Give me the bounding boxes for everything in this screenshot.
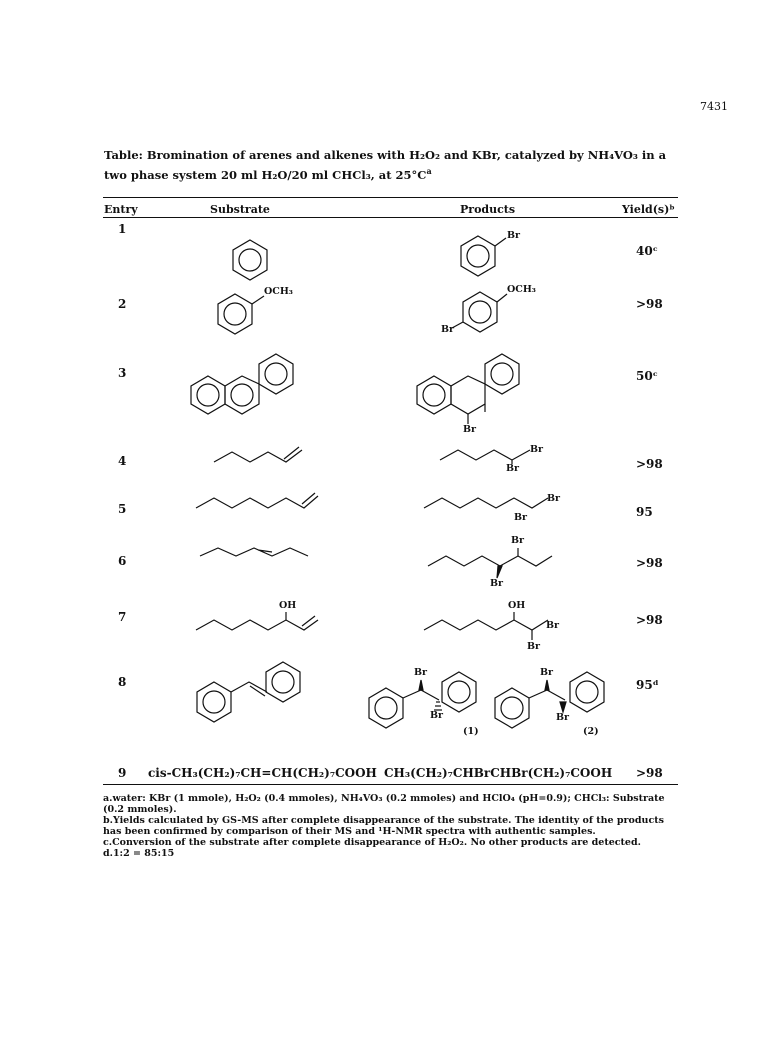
caption-text: Bromination of arenes and alkenes with H₂O₂ and KBr, catalyzed by NH₄VO₃ in a two phase system 20 ml H₂O/20 ml CHCl₃, at 25°C	[104, 148, 667, 182]
br-label: Br	[414, 667, 428, 678]
bromophenanthrene-structure	[417, 354, 519, 424]
product-formula: CH₃(CH₂)₇CHBrCHBr(CH₂)₇COOH	[384, 766, 613, 780]
benzene-structure	[233, 240, 267, 280]
octene-structure	[196, 493, 318, 508]
br-label: Br	[556, 712, 570, 723]
anisole-structure	[218, 294, 264, 334]
table-footnotes	[103, 793, 681, 859]
entry-number: 8	[118, 675, 127, 689]
entry-number: 4	[118, 454, 127, 468]
stilbene-structure	[197, 662, 300, 722]
footnote-d: d.1:2 = 85:15	[103, 848, 175, 859]
br-label: Br	[547, 493, 561, 504]
hexene-structure	[214, 447, 302, 462]
caption-superscript: a	[426, 166, 432, 176]
yield-value: >98	[636, 297, 663, 311]
phenanthrene-structure	[191, 354, 293, 414]
br-label: Br	[514, 512, 528, 523]
dibromooctane-structure	[424, 498, 548, 508]
footnote-b: b.Yields calculated by GS-MS after complete disappearance of the substrate. The identity of the products has been confirmed by comparison of their MS and ¹H-NMR spectra with authentic samples.	[103, 815, 664, 837]
yield-value: >98	[636, 556, 663, 570]
caption-label: Table:	[104, 148, 143, 162]
yield-value: 95	[636, 505, 653, 519]
dibromooctane-isomer-structure	[428, 548, 552, 578]
br-label: Br	[540, 667, 554, 678]
br-label: Br	[507, 230, 521, 241]
octenol-structure	[196, 612, 318, 630]
br-label: Br	[546, 620, 560, 631]
och3-label: OCH₃	[264, 286, 293, 297]
header-yield: Yield(s)ᵇ	[622, 203, 675, 216]
yield-value: >98	[636, 766, 663, 780]
entry-number: 1	[118, 222, 127, 236]
entry-number: 7	[118, 610, 127, 624]
header-products: Products	[460, 203, 516, 216]
dibromooctanol-structure	[424, 612, 548, 640]
entry-number: 6	[118, 554, 127, 568]
yield-value: 95ᵈ	[636, 678, 659, 692]
br-label: Br	[441, 324, 455, 335]
br-label: Br	[506, 463, 520, 474]
yield-value: 50ᶜ	[636, 369, 658, 383]
oh-label: OH	[508, 600, 526, 611]
br-label: Br	[463, 424, 477, 435]
entry-number: 2	[118, 297, 127, 311]
oh-label: OH	[279, 600, 297, 611]
table-bottom-rule	[103, 784, 678, 785]
header-entry: Entry	[104, 203, 138, 216]
bromoanisole-structure	[452, 292, 507, 332]
br-label: Br	[430, 710, 444, 721]
entry-number: 3	[118, 366, 127, 380]
page-number: 7431	[700, 100, 728, 113]
footnote-a: a.water: KBr (1 mmole), H₂O₂ (0.4 mmoles), NH₄VO₃ (0.2 mmoles) and HClO₄ (pH=0.9); CHCl₃: Substrate (0.2 mmoles).	[103, 793, 665, 815]
octene-isomer-structure	[200, 548, 308, 556]
substrate-formula: cis-CH₃(CH₂)₇CH=CH(CH₂)₇COOH	[148, 766, 377, 780]
yield-value: >98	[636, 613, 663, 627]
isomer-1-label: (1)	[463, 726, 479, 737]
yield-value: 40ᶜ	[636, 244, 658, 258]
dibromostilbene-isomer-2	[495, 672, 604, 728]
isomer-2-label: (2)	[583, 726, 599, 737]
br-label: Br	[530, 444, 544, 455]
dibromostilbene-isomer-1	[369, 672, 476, 728]
entry-number: 5	[118, 502, 127, 516]
header-substrate: Substrate	[210, 203, 270, 216]
entry-number: 9	[118, 766, 127, 780]
br-label: Br	[511, 535, 525, 546]
och3-label: OCH₃	[507, 284, 536, 295]
yield-value: >98	[636, 457, 663, 471]
footnote-c: c.Conversion of the substrate after complete disappearance of H₂O₂. No other products are detected.	[103, 837, 641, 848]
bromobenzene-structure	[461, 236, 506, 276]
br-label: Br	[527, 641, 541, 652]
br-label: Br	[490, 578, 504, 589]
dibromohexane-structure	[440, 450, 530, 464]
